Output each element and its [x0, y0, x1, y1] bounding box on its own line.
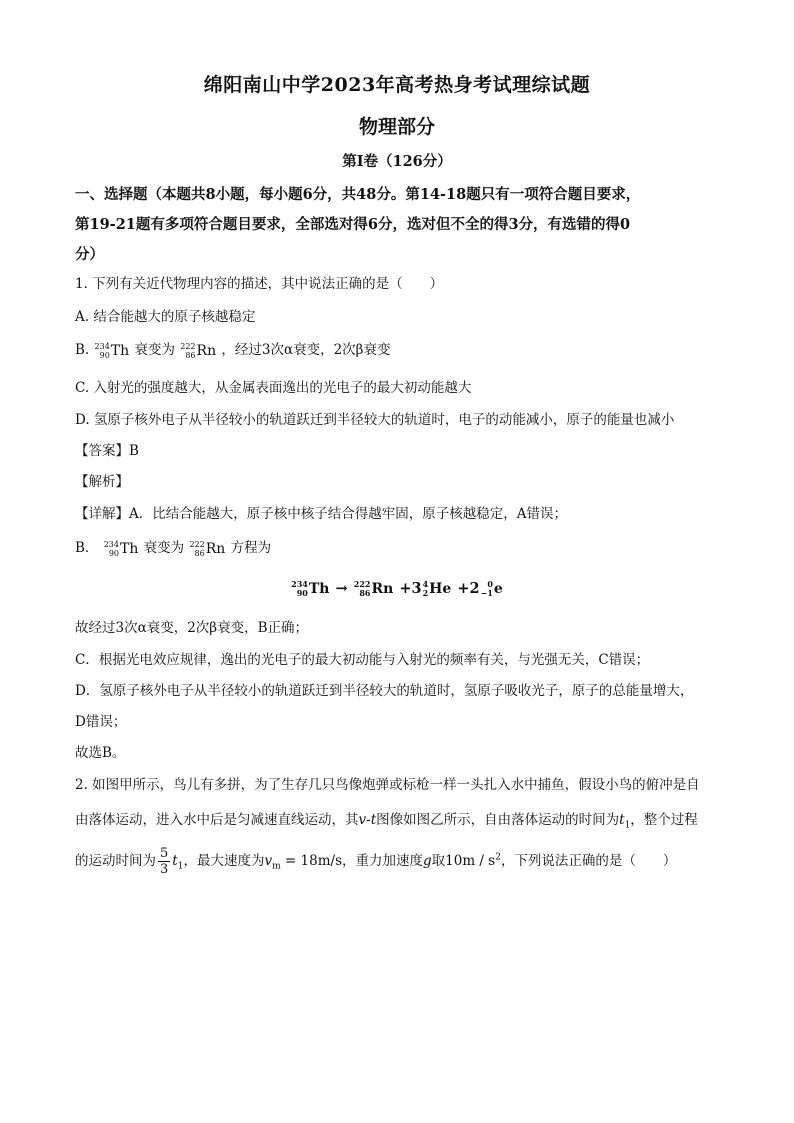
- fraction-denominator: 3: [160, 862, 169, 877]
- fraction: [158, 846, 170, 877]
- q2-line-2: [75, 810, 725, 836]
- t-symbol: t: [172, 853, 178, 869]
- q1-detail-b-conclusion: 故经过3次α衰变，2次β衰变，B正确；: [75, 620, 309, 636]
- q1-b-prefix: B.: [75, 342, 90, 358]
- q1-option-c: C. 入射光的强度越大，从金属表面逸出的光电子的最大初动能越大: [75, 380, 472, 396]
- nuclide-symbol: e: [493, 581, 503, 597]
- nuclide-mass: 234: [103, 540, 119, 549]
- nuclide-symbol: He: [429, 581, 452, 597]
- nuclide-mass: 234: [291, 579, 308, 589]
- q1-answer: 【答案】B: [75, 443, 139, 459]
- q1-detail-a: 【详解】A．比结合能越大，原子核中核子结合得越牢固，原子核越稳定，A错误；: [75, 506, 567, 522]
- nuclide-z: 2: [422, 588, 429, 598]
- q1-detail-d-2: D错误；: [75, 714, 127, 730]
- v-subscript: m: [272, 861, 281, 872]
- decay-equation: [0, 580, 794, 598]
- nuclide-electron: [481, 580, 503, 598]
- g-superscript: 2: [495, 852, 501, 863]
- plus-coefficient: +2: [457, 580, 480, 597]
- q2-line2-a: 由落体运动，进入水中后是匀减速直线运动，其: [75, 812, 359, 828]
- nuclide-mass: 222: [189, 540, 205, 549]
- section-instructions: [75, 180, 725, 270]
- nuclide-mass: 222: [353, 579, 371, 589]
- section-line-1: 一、选择题（本题共8小题，每小题6分，共48分。第14-18题只有一项符合题目要求，: [75, 186, 641, 203]
- q1-detail-d-1: D．氢原子核外电子从半径较小的轨道跃迁到半径较大的轨道时，氢原子吸收光子，原子的总能量增大，: [75, 683, 694, 699]
- nuclide-symbol: Rn: [196, 342, 217, 359]
- q1-b-mid: 衰变为: [134, 342, 175, 358]
- nuclide-radon: [180, 341, 216, 361]
- g-symbol: g: [423, 853, 432, 869]
- t-subscript: 1: [624, 820, 631, 831]
- q1-stem: 1. 下列有关近代物理内容的描述，其中说法正确的是（ ）: [75, 276, 444, 292]
- t-symbol: t: [619, 812, 625, 828]
- nuclide-mass: 0: [487, 579, 493, 589]
- nuclide-z: 90: [99, 351, 110, 360]
- nuclide-thorium: [95, 341, 130, 361]
- fraction-numerator: 5: [160, 846, 169, 861]
- plus-coefficient: +3: [399, 580, 422, 597]
- nuclide-symbol: Rn: [371, 581, 394, 597]
- nuclide-symbol: Th: [308, 581, 330, 597]
- q2-line3-c: ，重力加速度: [342, 853, 423, 869]
- nuclide-symbol: Th: [120, 540, 139, 557]
- q1-detail-b-prefix: B．: [75, 540, 99, 556]
- q2-line2-b: 图像如图乙所示，自由落体运动的时间为: [376, 812, 620, 828]
- exam-subtitle: 物理部分: [358, 116, 435, 138]
- q1-detail-b-mid: 衰变为: [143, 540, 185, 556]
- arrow-symbol: →: [335, 580, 348, 597]
- q1-detail-b-suffix: 方程为: [230, 540, 272, 556]
- nuclide-thorium: [291, 580, 329, 598]
- q1-detail-b: [75, 538, 725, 559]
- q2-line-1: 2. 如图甲所示，鸟儿有多拼，为了生存几只鸟像炮弹或标枪一样一头扎入水中捕鱼，假设小鸟的俯冲是自: [75, 777, 700, 793]
- q2-line3-d: 取: [431, 853, 446, 869]
- q2-line3-b: ，最大速度为: [183, 853, 265, 869]
- nuclide-symbol: Th: [110, 342, 130, 359]
- q1-option-a: A. 结合能越大的原子核越稳定: [75, 309, 256, 325]
- nuclide-radon: [189, 539, 225, 559]
- vt-symbol: v-t: [358, 812, 377, 828]
- nuclide-mass: 222: [180, 342, 196, 351]
- q1-detail-c: C．根据光电效应规律，逸出的光电子的最大初动能与入射光的频率有关，与光强无关，C错误；: [75, 652, 650, 668]
- nuclide-mass: 234: [94, 342, 110, 351]
- exam-title: 绵阳南山中学2023年高考热身考试理综试题: [203, 74, 591, 96]
- nuclide-z: 90: [108, 549, 119, 558]
- q1-choose: 故选B。: [75, 745, 126, 761]
- q2-line3-a: 的运动时间为: [75, 853, 156, 869]
- q2-line2-c: ，整个过程: [630, 812, 698, 828]
- t-subscript: 1: [177, 861, 184, 872]
- nuclide-thorium: [104, 539, 139, 559]
- volume-label: 第Ⅰ卷（126分）: [342, 153, 452, 170]
- q1-analysis-label: 【解析】: [75, 474, 129, 490]
- nuclide-z: 90: [296, 588, 308, 598]
- nuclide-mass: 4: [422, 579, 429, 589]
- section-line-3: 分）: [75, 246, 104, 263]
- q1-b-suffix: ，经过3次α衰变，2次β衰变: [221, 342, 391, 358]
- nuclide-z: 86: [185, 351, 196, 360]
- nuclide-symbol: Rn: [205, 540, 226, 557]
- q1-option-d: D. 氢原子核外电子从半径较小的轨道跃迁到半径较大的轨道时，电子的动能减小，原子的能量也减小: [75, 412, 675, 428]
- nuclide-radon: [354, 580, 394, 598]
- nuclide-z: −1: [480, 588, 493, 598]
- nuclide-z: 86: [359, 588, 371, 598]
- q2-line3-e: ，下列说法正确的是（ ）: [500, 853, 677, 869]
- v-value: = 18m/s: [280, 853, 342, 869]
- nuclide-helium: [423, 580, 452, 598]
- nuclide-z: 86: [194, 549, 205, 558]
- g-value: 10m / s: [445, 853, 496, 869]
- q2-line-3: [75, 846, 725, 877]
- v-symbol: v: [264, 853, 273, 869]
- q1-option-b: [75, 340, 725, 361]
- section-line-2: 第19-21题有多项符合题目要求，全部选对得6分，选对但不全的得3分，有选错的得0: [75, 216, 631, 233]
